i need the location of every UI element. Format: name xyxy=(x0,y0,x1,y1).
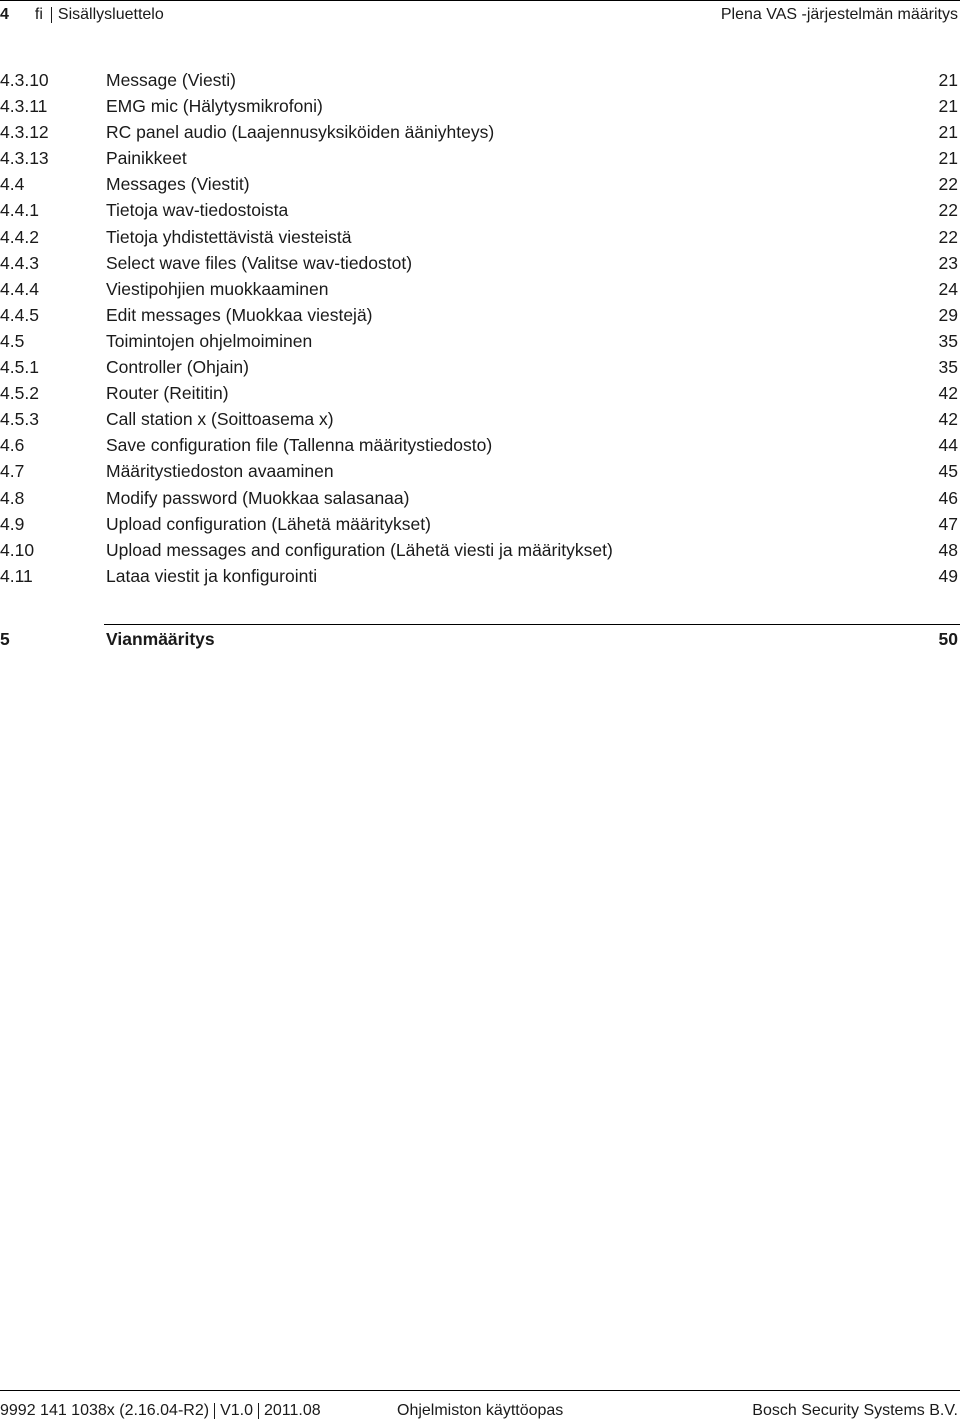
toc-entry-title: Upload messages and configuration (Lähetä viesti ja määritykset) xyxy=(106,539,613,560)
toc-entry[interactable] xyxy=(0,197,960,223)
toc-entry-number: 4.11 xyxy=(0,565,33,586)
toc-entry[interactable] xyxy=(0,250,960,276)
doc-type: Ohjelmiston käyttöopas xyxy=(397,1402,564,1419)
toc-entry-page: 21 xyxy=(938,70,958,90)
page-header xyxy=(0,0,960,30)
toc-entry-page: 47 xyxy=(938,513,958,534)
toc-entry-number: 4.3.10 xyxy=(0,70,49,90)
toc-entry-page: 22 xyxy=(938,226,958,247)
toc-entry-number: 4.7 xyxy=(0,461,25,482)
document-title: Plena VAS -järjestelmän määritys xyxy=(720,6,958,23)
toc-entry-title: Lataa viestit ja konfigurointi xyxy=(106,565,318,586)
toc-entry-number: 4.4.2 xyxy=(0,226,39,247)
chapter-title: Vianmääritys xyxy=(106,629,215,649)
toc-entry[interactable] xyxy=(0,67,960,93)
toc-entry-number: 4.6 xyxy=(0,435,25,456)
toc-entry-title: Tietoja wav-tiedostoista xyxy=(106,200,289,221)
toc-entry-page: 22 xyxy=(938,174,958,195)
header-left xyxy=(0,6,164,24)
toc-entry[interactable] xyxy=(0,171,960,197)
toc-entry-title: EMG mic (Hälytysmikrofoni) xyxy=(106,96,323,117)
header-rule xyxy=(0,0,960,1)
toc-entry[interactable] xyxy=(0,276,960,302)
toc-entry-page: 35 xyxy=(938,330,958,351)
toc-entry[interactable] xyxy=(0,93,960,119)
footer-rule xyxy=(0,1390,960,1391)
chapter-rule xyxy=(104,624,960,625)
table-of-contents xyxy=(0,67,960,589)
company-name: Bosch Security Systems B.V. xyxy=(752,1402,958,1419)
toc-entry-number: 4.3.13 xyxy=(0,148,49,169)
toc-entry[interactable] xyxy=(0,145,960,171)
toc-entry[interactable] xyxy=(0,119,960,145)
toc-entry-title: Call station x (Soittoasema x) xyxy=(106,409,334,430)
section-name: Sisällysluettelo xyxy=(57,6,164,23)
doc-version: V1.0 xyxy=(220,1402,253,1419)
toc-entry-number: 4.3.11 xyxy=(0,96,48,117)
toc-entry-page: 45 xyxy=(938,461,958,482)
toc-entry-page: 49 xyxy=(938,565,958,586)
page-footer xyxy=(0,1390,960,1420)
toc-entry[interactable] xyxy=(0,302,960,328)
toc-entry[interactable] xyxy=(0,563,960,589)
toc-entry-page: 35 xyxy=(938,357,958,378)
toc-entry-page: 42 xyxy=(938,409,958,430)
toc-entry[interactable] xyxy=(0,511,960,537)
chapter-number: 5 xyxy=(0,629,10,649)
chapter-page: 50 xyxy=(938,629,958,649)
toc-entry-title: Modify password (Muokkaa salasanaa) xyxy=(106,487,410,508)
toc-entry-page: 22 xyxy=(938,200,958,221)
toc-entry[interactable] xyxy=(0,458,960,484)
toc-entry-number: 4.4 xyxy=(0,174,25,195)
footer-separator xyxy=(258,1403,259,1419)
toc-entry-number: 4.4.3 xyxy=(0,252,39,273)
toc-entry-title: Tietoja yhdistettävistä viesteistä xyxy=(106,226,352,247)
toc-entry[interactable] xyxy=(0,224,960,250)
toc-entry-title: Toimintojen ohjelmoiminen xyxy=(106,330,313,351)
toc-entry-page: 21 xyxy=(938,148,958,169)
toc-entry-title: Edit messages (Muokkaa viestejä) xyxy=(106,304,373,325)
toc-entry-title: Router (Reititin) xyxy=(106,383,229,404)
toc-entry-page: 44 xyxy=(938,435,958,456)
toc-entry-number: 4.4.1 xyxy=(0,200,39,221)
toc-entry-number: 4.9 xyxy=(0,513,25,534)
toc-entry-number: 4.5.3 xyxy=(0,409,39,430)
toc-entry-number: 4.8 xyxy=(0,487,25,508)
toc-entry-number: 4.4.5 xyxy=(0,304,39,325)
toc-entry-page: 42 xyxy=(938,383,958,404)
toc-entry[interactable] xyxy=(0,380,960,406)
toc-entry-title: Select wave files (Valitse wav-tiedostot) xyxy=(106,252,413,273)
language-code: fi xyxy=(34,6,43,23)
toc-entry-page: 24 xyxy=(938,278,958,299)
toc-entry-title: Määritystiedoston avaaminen xyxy=(106,461,334,482)
toc-entry[interactable] xyxy=(0,328,960,354)
page-number: 4 xyxy=(0,6,9,23)
doc-date: 2011.08 xyxy=(263,1402,321,1419)
toc-chapter-entry[interactable] xyxy=(0,624,960,654)
toc-entry-title: Messages (Viestit) xyxy=(106,174,250,195)
toc-entry-number: 4.10 xyxy=(0,539,35,560)
toc-entry[interactable] xyxy=(0,485,960,511)
toc-entry-number: 4.5.1 xyxy=(0,357,39,378)
toc-entry-page: 48 xyxy=(938,539,958,560)
footer-left xyxy=(0,1402,321,1420)
toc-entry-title: Controller (Ohjain) xyxy=(106,357,249,378)
doc-number: 9992 141 1038x xyxy=(0,1402,115,1419)
toc-entry-number: 4.5.2 xyxy=(0,383,39,404)
toc-entry-title: RC panel audio (Laajennusyksiköiden ääniyhteys) xyxy=(106,122,495,143)
toc-entry-title: Save configuration file (Tallenna määritystiedosto) xyxy=(106,435,493,456)
toc-entry[interactable] xyxy=(0,537,960,563)
toc-entry-page: 46 xyxy=(938,487,958,508)
toc-entry[interactable] xyxy=(0,406,960,432)
toc-entry[interactable] xyxy=(0,354,960,380)
toc-entry-title: Painikkeet xyxy=(106,148,187,169)
toc-entry-title: Upload configuration (Lähetä määritykset) xyxy=(106,513,431,534)
toc-entry-page: 29 xyxy=(938,304,958,325)
toc-entry[interactable] xyxy=(0,432,960,458)
toc-entry-number: 4.3.12 xyxy=(0,122,49,143)
version-code: (2.16.04-R2) xyxy=(119,1402,210,1419)
toc-entry-title: Message (Viesti) xyxy=(106,70,237,90)
footer-separator xyxy=(214,1403,215,1419)
toc-entry-page: 21 xyxy=(938,96,958,117)
toc-entry-number: 4.5 xyxy=(0,330,25,351)
toc-entry-title: Viestipohjien muokkaaminen xyxy=(106,278,329,299)
toc-entry-page: 23 xyxy=(938,252,958,273)
toc-entry-page: 21 xyxy=(938,122,958,143)
toc-entry-number: 4.4.4 xyxy=(0,278,39,299)
header-separator xyxy=(51,7,52,23)
